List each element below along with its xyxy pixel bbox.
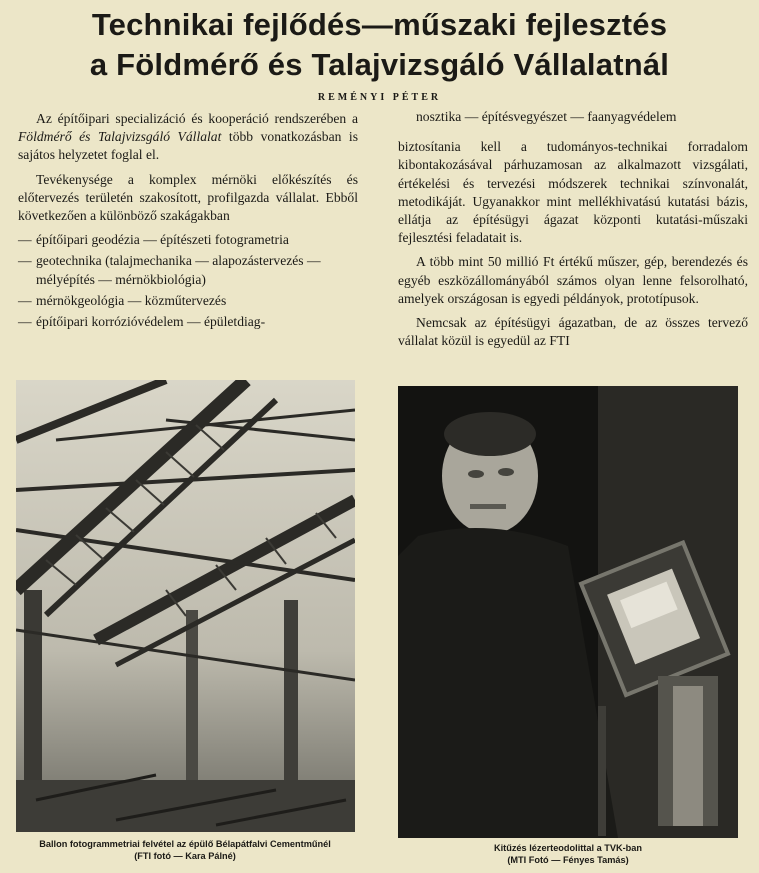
body-paragraph: biztosítania kell a tudományos-technikai forradalom kibontakozásával párhuzamosan az alkalmazott vizsgálati, értékelési és tervezési módszerek technikai színvonalát, metodikáját. Ugyanakkor mint mellékhivatású kutatási bázis, ellátja az építésügyi ágazat központi kutatási-műszaki fejlesztési feladatait is. [398,139,748,246]
list-item [18,292,358,310]
right-text-column [398,108,748,356]
author-byline: REMÉNYI PÉTER [317,92,442,103]
body-paragraph: Nemcsak az építésügyi ágazatban, de az összes tervező vállalat közül is egyedül az FTI [398,315,748,349]
activity-paragraph: Tevékenysége a komplex mérnöki előkészítés és előtervezés területén szakosított, profilgazda vállalat. Ebből következően a különböző szakágakban [18,171,358,224]
list-dash: — [18,253,32,269]
list-continuation: nosztika — építésvegyészet — faanyagvédelem [416,109,677,124]
list-item [18,231,358,249]
laser-theodolite-photo [398,386,738,838]
left-caption-line-1: Ballon fotogrammetriai felvétel az épülő Bélapátfalvi Cementműnél [39,839,331,849]
list-item [18,252,358,288]
steel-structure-photo [16,380,355,832]
headline-line-1: Technikai fejlődés—műszaki fejlesztés [91,7,668,42]
list-dash: — [18,314,32,330]
right-caption-line-1: Kitűzés lézerteodolittal a TVK-ban [493,843,643,853]
intro-text-a: Az építőipari specializáció és kooperáció rendszerében a [36,111,358,126]
left-caption-line-2: (FTI fotó — Kara Pálné) [134,851,236,861]
list-item-text: geotechnika (talajmechanika — alapozástervezés — mélyépítés — mérnökbiológia) [36,253,321,287]
intro-text-b: több vonatkozásban is sajátos helyzetet foglal el. [18,129,358,163]
list-item-text: mérnökgeológia — közműtervezés [36,292,227,308]
left-photo-caption [10,838,360,862]
list-dash: — [18,292,32,308]
right-caption-line-2: (MTI Fotó — Fényes Tamás) [507,855,629,865]
intro-paragraph [18,110,358,165]
specialty-list [18,231,358,331]
body-paragraph: A több mint 50 millió Ft értékű műszer, gép, berendezés és egyéb eszközállományából számos olyan lenne felsorolható, amelyek országosan is egyedi példányok, prototípusok. [398,254,748,306]
list-item-text: építőipari korrózióvédelem — épületdiag- [36,314,266,330]
headline-line-2: a Földmérő és Talajvizsgáló Vállalatnál [89,47,670,82]
company-name: Földmérő és Talajvizsgáló Vállalat [18,129,222,145]
list-item [18,313,358,331]
list-dash: — [18,232,32,248]
theodolite-operator-illustration [398,386,738,838]
right-photo-caption [398,842,738,866]
list-item-text: építőipari geodézia — építészeti fotogrametria [36,232,289,248]
left-text-column [18,110,358,334]
steel-structure-illustration [16,380,355,832]
